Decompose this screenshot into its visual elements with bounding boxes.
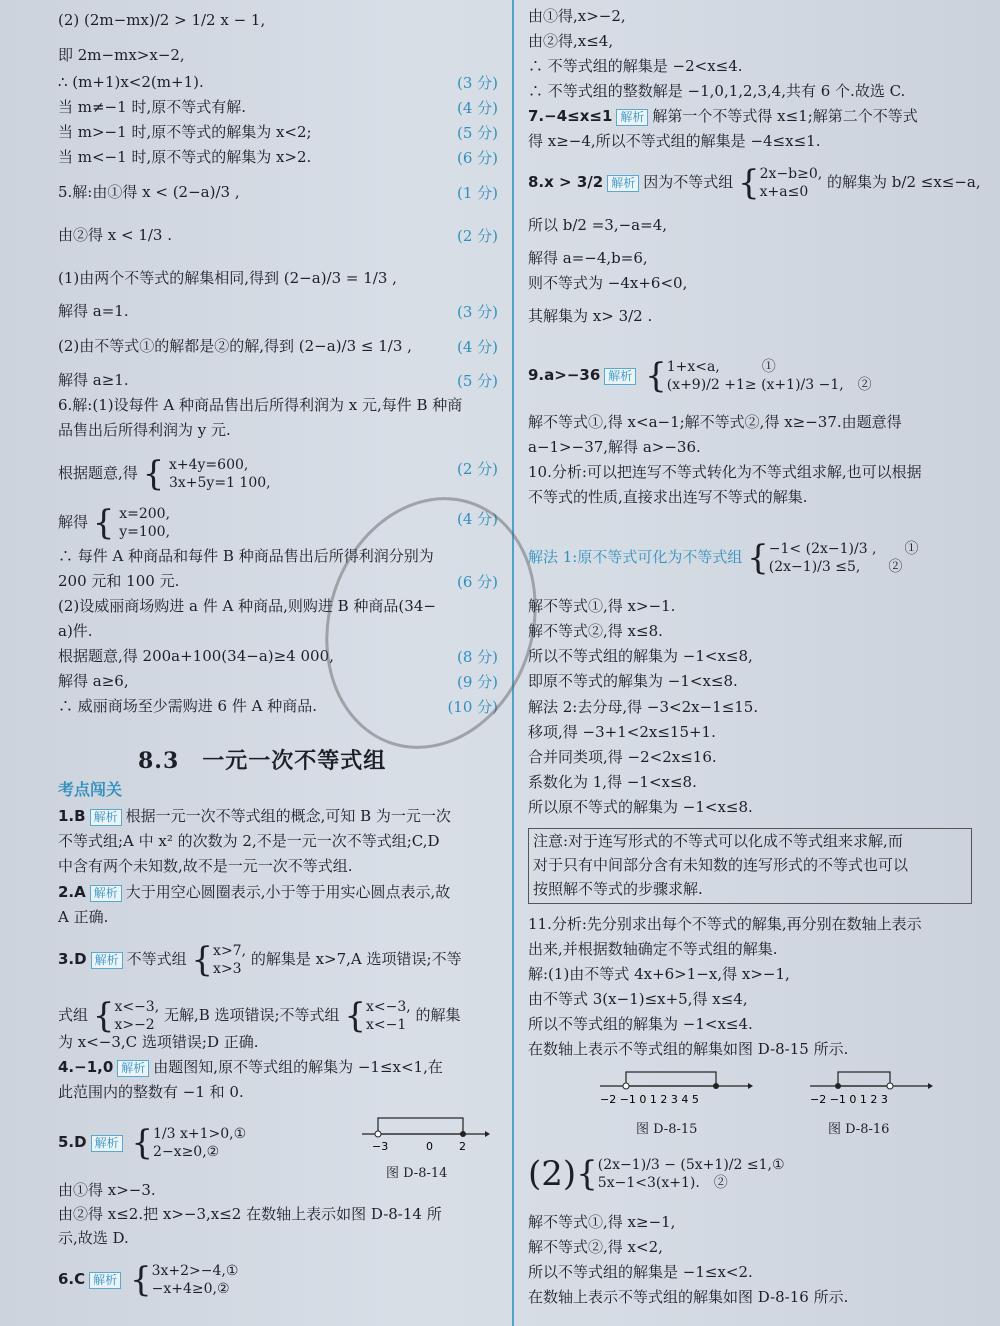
inequality: 1+x<a, ① bbox=[666, 359, 776, 375]
text-line: 出来,并根据数轴确定不等式组的解集. bbox=[528, 940, 778, 958]
solution-bracket bbox=[626, 1072, 716, 1086]
text-line: 此范围内的整数有 −1 和 0. bbox=[58, 1083, 244, 1101]
text: 的解集是 x>7,A 选项错误;不等 bbox=[250, 950, 462, 968]
brace: (2){ bbox=[528, 1154, 598, 1194]
brace: { bbox=[191, 940, 214, 980]
inequality: x+a≤0 bbox=[759, 184, 809, 200]
section-title: 8.3 一元一次不等式组 bbox=[138, 748, 387, 774]
text-line: a−1>−37,解得 a>−36. bbox=[528, 438, 701, 456]
text: 根据题意,得 bbox=[58, 464, 138, 482]
text-line: 由①得,x>−2, bbox=[528, 7, 626, 25]
text-line: 即 2m−mx>x−2, bbox=[58, 46, 185, 64]
answer-number: 7.−4≤x≤1 bbox=[528, 107, 613, 125]
text-line: 其解集为 x> 3/2 . bbox=[528, 307, 653, 325]
answer-number: 9.a>−36 bbox=[528, 366, 601, 384]
score: (4 分) bbox=[456, 338, 498, 356]
tick-label: 0 bbox=[426, 1140, 433, 1153]
answer-line bbox=[58, 882, 498, 902]
text-line: 当 m<−1 时,原不等式的解集为 x>2. bbox=[58, 148, 312, 166]
text-line: 11.分析:先分别求出每个不等式的解集,再分别在数轴上表示 bbox=[528, 915, 922, 933]
inequality: 5x−1<3(x+1). ② bbox=[597, 1175, 728, 1191]
text: 式组 bbox=[58, 1006, 89, 1024]
text-line: 由不等式 3(x−1)≤x+5,得 x≤4, bbox=[528, 990, 748, 1008]
answer-number: 4.−1,0 bbox=[58, 1058, 114, 1076]
text: 因为不等式组 bbox=[643, 173, 734, 191]
answer-number: 6.C bbox=[58, 1270, 86, 1288]
text-line: ∴ 威丽商场至少需购进 6 件 A 种商品. bbox=[58, 697, 317, 715]
equation-system bbox=[119, 505, 170, 541]
figure-caption: 图 D-8-16 bbox=[828, 1122, 890, 1137]
text-line: 6.解:(1)设每件 A 种商品售出后所得利润为 x 元,每件 B 种商 bbox=[58, 396, 463, 414]
note-line: 注意:对于连写形式的不等式可以化成不等式组来求解,而 bbox=[533, 832, 903, 850]
jiexi-tag: 解析 bbox=[91, 1135, 123, 1152]
figure-caption: 图 D-8-14 bbox=[386, 1166, 448, 1181]
answer-number: 1.B bbox=[58, 807, 86, 825]
axis-arrow bbox=[485, 1131, 490, 1137]
text-line: 当 m>−1 时,原不等式的解集为 x<2; bbox=[58, 123, 312, 141]
score: (6 分) bbox=[456, 149, 498, 167]
equation: y=100, bbox=[119, 524, 171, 540]
text-line: 解得 a≥1. bbox=[58, 371, 129, 389]
answer-line bbox=[528, 358, 973, 394]
answer-line bbox=[58, 1057, 498, 1077]
text: 解法 1:原不等式可化为不等式组 bbox=[528, 548, 743, 566]
inequality: x>7, bbox=[213, 943, 247, 959]
text-line: 不等式的性质,直接求出连写不等式的解集. bbox=[528, 488, 808, 506]
inequality-system bbox=[667, 358, 872, 394]
answer-line bbox=[58, 998, 498, 1034]
text-line: 200 元和 100 元. bbox=[58, 572, 180, 590]
score: (3 分) bbox=[456, 74, 498, 92]
brace: { bbox=[645, 356, 667, 396]
open-dot bbox=[623, 1083, 629, 1089]
answer-line bbox=[528, 163, 981, 203]
score: (5 分) bbox=[456, 372, 498, 390]
score: (8 分) bbox=[456, 648, 498, 666]
answer-number: 2.A bbox=[58, 883, 86, 901]
inequality: x>−2 bbox=[114, 1017, 155, 1033]
answer-line bbox=[58, 1262, 498, 1298]
text-line: 所以原不等式的解集为 −1<x≤8. bbox=[528, 798, 753, 816]
brace: { bbox=[131, 1123, 154, 1163]
text-line: 10.分析:可以把连写不等式转化为不等式组求解,也可以根据 bbox=[528, 463, 922, 481]
number-line-d-8-15 bbox=[598, 1066, 758, 1106]
text-line: 所以不等式组的解集为 −1<x≤4. bbox=[528, 1015, 753, 1033]
text: 解得 bbox=[58, 513, 89, 531]
text-line: 解不等式②,得 x<2, bbox=[528, 1238, 663, 1256]
text: 不等式组 bbox=[126, 950, 187, 968]
solution-bracket bbox=[378, 1118, 463, 1134]
text-line: 合并同类项,得 −2<2x≤16. bbox=[528, 748, 717, 766]
jiexi-tag: 解析 bbox=[616, 109, 648, 126]
inequality: 3x+2>−4,① bbox=[151, 1263, 239, 1279]
score: (9 分) bbox=[456, 673, 498, 691]
text-line: 移项,得 −3+1<2x≤15+1. bbox=[528, 723, 716, 741]
text: 的解集为 b/2 ≤x≤−a, bbox=[827, 173, 981, 191]
closed-dot bbox=[460, 1131, 466, 1137]
subsection-heading: 考点闯关 bbox=[58, 780, 123, 799]
jiexi-tag: 解析 bbox=[117, 1060, 149, 1077]
system-line bbox=[58, 456, 498, 492]
jiexi-tag: 解析 bbox=[90, 809, 122, 826]
jiexi-tag: 解析 bbox=[89, 1272, 121, 1289]
score: (2 分) bbox=[456, 227, 498, 245]
text-line: 解不等式①,得 x<a−1;解不等式②,得 x≥−37.由题意得 bbox=[528, 413, 902, 431]
score: (10 分) bbox=[447, 698, 498, 716]
equation: 3x+5y=1 100, bbox=[168, 475, 271, 491]
text-line: 当 m≠−1 时,原不等式有解. bbox=[58, 98, 246, 116]
note-line: 对于只有中间部分含有未知数的连写形式的不等式也可以 bbox=[533, 856, 909, 874]
tick-labels: −2 −1 0 1 2 3 bbox=[810, 1093, 888, 1106]
note-box bbox=[528, 828, 972, 904]
text-line: 系数化为 1,得 −1<x≤8. bbox=[528, 773, 697, 791]
inequality-system bbox=[213, 942, 246, 978]
brace: { bbox=[92, 996, 115, 1036]
closed-dot bbox=[713, 1083, 719, 1089]
inequality: 1/3 x+1>0,① bbox=[153, 1126, 247, 1142]
axis-arrow bbox=[748, 1083, 753, 1089]
figure-caption: 图 D-8-15 bbox=[636, 1122, 698, 1137]
inequality-system bbox=[152, 1262, 239, 1298]
text-line: 由①得 x>−3. bbox=[58, 1181, 156, 1199]
jiexi-tag: 解析 bbox=[91, 952, 123, 969]
score: (2 分) bbox=[456, 460, 498, 478]
tick-label: 2 bbox=[459, 1140, 466, 1153]
text-line: 所以不等式组的解集为 −1<x≤8, bbox=[528, 647, 753, 665]
jiexi-tag: 解析 bbox=[604, 368, 636, 385]
inequality: −1< (2x−1)/3 , ① bbox=[768, 541, 919, 557]
text-line: ∴ (m+1)x<2(m+1). bbox=[58, 73, 204, 91]
brace: { bbox=[738, 163, 760, 203]
answer-line bbox=[58, 806, 498, 826]
number-line-d-8-16 bbox=[808, 1066, 938, 1106]
equation: x=200, bbox=[119, 506, 171, 522]
text-line: ∴ 不等式组的解集是 −2<x≤4. bbox=[528, 57, 743, 75]
open-dot bbox=[887, 1083, 893, 1089]
system-line bbox=[528, 1156, 973, 1192]
inequality-system bbox=[769, 540, 919, 576]
inequality: (2x−1)/3 ≤5, ② bbox=[768, 559, 903, 575]
text-line: 不等式组;A 中 x² 的次数为 2,不是一元一次不等式组;C,D bbox=[58, 832, 440, 850]
text-line: 解得 a=−4,b=6, bbox=[528, 249, 648, 267]
text-line: 根据题意,得 200a+100(34−a)≥4 000, bbox=[58, 647, 334, 665]
brace: { bbox=[142, 454, 165, 494]
solution-method-line bbox=[528, 540, 973, 576]
text: 根据一元一次不等式组的概念,可知 B 为一元一次 bbox=[125, 807, 451, 825]
equation-system bbox=[169, 456, 271, 492]
text-line: a)件. bbox=[58, 622, 93, 640]
answer-line bbox=[528, 106, 973, 126]
text-line: 则不等式为 −4x+6<0, bbox=[528, 274, 688, 292]
text-line: 解不等式①,得 x>−1. bbox=[528, 597, 676, 615]
text-line: 解不等式②,得 x≤8. bbox=[528, 622, 663, 640]
closed-dot bbox=[835, 1083, 841, 1089]
brace: { bbox=[129, 1260, 152, 1300]
solution-bracket bbox=[838, 1072, 890, 1086]
text: 解第一个不等式得 x≤1;解第二个不等式 bbox=[652, 107, 918, 125]
text-line: 所以不等式组的解集是 −1≤x<2. bbox=[528, 1263, 753, 1281]
jiexi-tag: 解析 bbox=[90, 885, 122, 902]
text-line: 为 x<−3,C 选项错误;D 正确. bbox=[58, 1033, 259, 1051]
text-line: 所以 b/2 =3,−a=4, bbox=[528, 216, 668, 234]
jiexi-tag: 解析 bbox=[607, 175, 639, 192]
score: (5 分) bbox=[456, 124, 498, 142]
text-line: 解得 a≥6, bbox=[58, 672, 129, 690]
text: 大于用空心圆圈表示,小于等于用实心圆点表示,故 bbox=[125, 883, 451, 901]
text-line: (1)由两个不等式的解集相同,得到 (2−a)/3 = 1/3 , bbox=[58, 269, 397, 287]
text-line: (2)设威丽商场购进 a 件 A 种商品,则购进 B 种商品(34− bbox=[58, 597, 436, 615]
text-line: 在数轴上表示不等式组的解集如图 D-8-15 所示. bbox=[528, 1040, 849, 1058]
inequality-system bbox=[114, 998, 159, 1034]
inequality: 2−x≥0,② bbox=[153, 1144, 220, 1160]
inequality: (2x−1)/3 − (5x+1)/2 ≤1,① bbox=[597, 1157, 785, 1173]
tick-label: −3 bbox=[372, 1140, 389, 1153]
text: 无解,B 选项错误;不等式组 bbox=[163, 1006, 340, 1024]
inequality: x<−3, bbox=[365, 999, 411, 1015]
text-line: ∴ 每件 A 种商品和每件 B 种商品售出后所得利润分别为 bbox=[58, 547, 434, 565]
text-line: 在数轴上表示不等式组的解集如图 D-8-16 所示. bbox=[528, 1288, 849, 1306]
note-line: 按照解不等式的步骤求解. bbox=[533, 880, 703, 898]
score: (1 分) bbox=[456, 184, 498, 202]
text-line: 由②得 x < 1/3 . bbox=[58, 226, 173, 244]
text-line: 解不等式①,得 x≥−1, bbox=[528, 1213, 676, 1231]
inequality: (x+9)/2 +1≥ (x+1)/3 −1, ② bbox=[666, 377, 872, 393]
text: 由题图知,原不等式组的解集为 −1≤x<1,在 bbox=[153, 1058, 443, 1076]
text-line: 解法 2:去分母,得 −3<2x−1≤15. bbox=[528, 698, 759, 716]
score: (4 分) bbox=[456, 510, 498, 528]
text-line: (2) (2m−mx)/2 > 1/2 x − 1, bbox=[58, 11, 266, 29]
score: (3 分) bbox=[456, 303, 498, 321]
text-line: 由②得,x≤4, bbox=[528, 32, 614, 50]
text-line: 得 x≥−4,所以不等式组的解集是 −4≤x≤1. bbox=[528, 132, 821, 150]
inequality-system bbox=[366, 998, 411, 1034]
text-line: 5.解:由①得 x < (2−a)/3 , bbox=[58, 183, 240, 201]
answer-number: 3.D bbox=[58, 950, 87, 968]
axis-arrow bbox=[928, 1083, 933, 1089]
text-line: (2)由不等式①的解都是②的解,得到 (2−a)/3 ≤ 1/3 , bbox=[58, 337, 412, 355]
text: 的解集 bbox=[415, 1006, 461, 1024]
number-line-d-8-14 bbox=[360, 1112, 490, 1154]
text-line: 品售出后所得利润为 y 元. bbox=[58, 421, 231, 439]
text-line: A 正确. bbox=[58, 908, 109, 926]
score: (6 分) bbox=[456, 573, 498, 591]
text-line: 示,故选 D. bbox=[58, 1229, 129, 1247]
equation: x+4y=600, bbox=[168, 457, 249, 473]
inequality: x<−1 bbox=[365, 1017, 407, 1033]
answer-number: 8.x > 3/2 bbox=[528, 173, 604, 191]
inequality: x<−3, bbox=[114, 999, 160, 1015]
text-line: 解得 a=1. bbox=[58, 302, 129, 320]
brace: { bbox=[92, 503, 115, 543]
brace: { bbox=[344, 996, 366, 1036]
answer-number: 5.D bbox=[58, 1133, 87, 1151]
answer-line bbox=[58, 942, 498, 978]
text-line: ∴ 不等式组的整数解是 −1,0,1,2,3,4,共有 6 个.故选 C. bbox=[528, 82, 906, 100]
inequality-system bbox=[153, 1125, 246, 1161]
tick-labels: −2 −1 0 1 2 3 4 5 bbox=[600, 1093, 699, 1106]
inequality: 2x−b≥0, bbox=[759, 166, 823, 182]
inequality-system bbox=[598, 1156, 785, 1192]
inequality: x>3 bbox=[213, 961, 242, 977]
open-dot bbox=[375, 1131, 381, 1137]
inequality-system bbox=[760, 165, 823, 201]
inequality: −x+4≥0,② bbox=[151, 1281, 230, 1297]
score: (4 分) bbox=[456, 99, 498, 117]
text-line: 中含有两个未知数,故不是一元一次不等式组. bbox=[58, 857, 353, 875]
text-line: 解:(1)由不等式 4x+6>1−x,得 x>−1, bbox=[528, 965, 790, 983]
text-line: 即原不等式的解集为 −1<x≤8. bbox=[528, 672, 738, 690]
text-line: 由②得 x≤2.把 x>−3,x≤2 在数轴上表示如图 D-8-14 所 bbox=[58, 1205, 442, 1223]
brace: { bbox=[747, 538, 769, 578]
